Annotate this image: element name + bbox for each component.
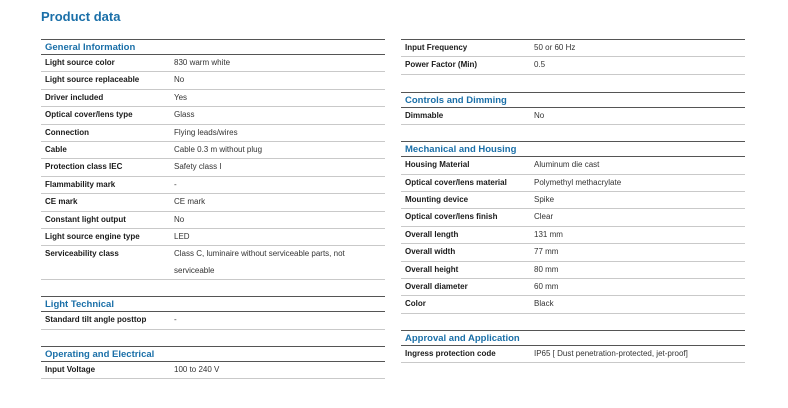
- spec-label: Light source replaceable: [45, 75, 140, 85]
- spec-label: Driver included: [45, 92, 104, 102]
- section-title: Controls and Dimming: [401, 92, 745, 108]
- spec-label: Power Factor (Min): [405, 60, 478, 70]
- spec-row: [41, 107, 385, 124]
- spec-label: Overall width: [405, 247, 456, 257]
- spec-label: Color: [405, 299, 426, 309]
- spec-value: 0.5: [534, 60, 546, 70]
- spec-value: Spike: [534, 195, 555, 205]
- spec-value: -: [174, 179, 177, 189]
- rows-general: [41, 55, 385, 280]
- spec-row: [41, 159, 385, 176]
- spec-value: No: [174, 75, 185, 85]
- spec-label: Ingress protection code: [405, 348, 496, 358]
- spec-label: Optical cover/lens finish: [405, 212, 498, 222]
- spec-row: [401, 227, 745, 244]
- rows-approval: [401, 346, 745, 363]
- spec-label: Overall height: [405, 264, 459, 274]
- right-column: [401, 39, 745, 363]
- spec-row: [41, 90, 385, 107]
- spec-value: 131 mm: [534, 229, 563, 239]
- spec-row: [401, 157, 745, 174]
- spec-row: [401, 279, 745, 296]
- section-light-technical: [41, 296, 385, 329]
- spec-label: Standard tilt angle posttop: [45, 315, 147, 325]
- spec-label: Overall diameter: [405, 282, 468, 292]
- spec-row: [41, 55, 385, 72]
- spec-label: Flammability mark: [45, 179, 116, 189]
- spec-value: Class C, luminaire without serviceable parts, not serviceable: [174, 249, 345, 275]
- spec-row: [41, 312, 385, 329]
- section-title: Operating and Electrical: [41, 346, 385, 362]
- spec-label: Connection: [45, 127, 89, 137]
- spec-value: 50 or 60 Hz: [534, 43, 576, 52]
- spec-label: Input Voltage: [45, 364, 96, 374]
- spec-row: [401, 192, 745, 209]
- spec-label: Optical cover/lens material: [405, 177, 507, 187]
- spec-value: 100 to 240 V: [174, 364, 220, 374]
- spec-row: [401, 39, 745, 57]
- spec-value: Cable 0.3 m without plug: [174, 145, 263, 155]
- spec-value: Aluminum die cast: [534, 160, 600, 170]
- spec-row: [401, 175, 745, 192]
- section-approval-application: [401, 330, 745, 363]
- spec-row: [41, 177, 385, 194]
- left-column: [41, 39, 385, 379]
- spec-row: [41, 212, 385, 229]
- rows-mechanical: [401, 157, 745, 314]
- spec-row: [41, 72, 385, 89]
- spec-row: [41, 362, 385, 379]
- spec-value: Clear: [534, 212, 554, 222]
- rows-controls: [401, 108, 745, 125]
- spec-label: Housing Material: [405, 160, 470, 170]
- section-title: Light Technical: [41, 296, 385, 312]
- spec-label: Mounting device: [405, 195, 469, 205]
- spec-value: 77 mm: [534, 247, 559, 257]
- section-general-information: [41, 39, 385, 280]
- spec-value: Flying leads/wires: [174, 127, 238, 137]
- spec-label: Light source color: [45, 58, 115, 67]
- spec-label: Protection class IEC: [45, 162, 123, 172]
- spec-row: [41, 142, 385, 159]
- rows-electrical: [401, 39, 745, 75]
- rows-operating: [41, 362, 385, 379]
- spec-label: CE mark: [45, 197, 78, 207]
- spec-value: IP65 [ Dust penetration-protected, jet-proof]: [534, 348, 688, 358]
- spec-label: Optical cover/lens type: [45, 110, 133, 120]
- spec-value: No: [174, 214, 185, 224]
- spec-row: [401, 296, 745, 313]
- spec-label: Overall length: [405, 229, 459, 239]
- spec-value: 80 mm: [534, 264, 559, 274]
- section-title: Approval and Application: [401, 330, 745, 346]
- rows-light: [41, 312, 385, 329]
- spec-label: Dimmable: [405, 110, 444, 120]
- spec-row: [401, 262, 745, 279]
- spec-value: -: [174, 315, 177, 325]
- spec-row: [41, 246, 385, 280]
- spec-row: [401, 346, 745, 363]
- section-electrical-continued: [401, 39, 745, 75]
- spec-row: [401, 57, 745, 74]
- spec-row: [41, 125, 385, 142]
- section-operating-electrical: [41, 346, 385, 379]
- section-mechanical-housing: [401, 141, 745, 314]
- spec-value: LED: [174, 232, 190, 242]
- spec-value: 60 mm: [534, 282, 559, 292]
- spec-value: 830 warm white: [174, 58, 231, 67]
- spec-value: No: [534, 110, 545, 120]
- spec-row: [41, 194, 385, 211]
- spec-value: Polymethyl methacrylate: [534, 177, 622, 187]
- spec-value: Safety class I: [174, 162, 222, 172]
- spec-row: [41, 229, 385, 246]
- section-title: Mechanical and Housing: [401, 141, 745, 157]
- spec-label: Constant light output: [45, 214, 126, 224]
- page-title: Product data: [41, 9, 121, 24]
- spec-label: Input Frequency: [405, 43, 468, 52]
- section-controls-dimming: [401, 92, 745, 125]
- spec-row: [401, 244, 745, 261]
- spec-value: CE mark: [174, 197, 206, 207]
- spec-label: Cable: [45, 145, 67, 155]
- section-title: General Information: [41, 39, 385, 55]
- spec-label: Light source engine type: [45, 232, 140, 242]
- spec-label: Serviceability class: [45, 249, 119, 259]
- spec-value: Yes: [174, 92, 188, 102]
- spec-row: [401, 209, 745, 226]
- spec-value: Black: [534, 299, 554, 309]
- spec-value: Glass: [174, 110, 195, 120]
- spec-row: [401, 108, 745, 125]
